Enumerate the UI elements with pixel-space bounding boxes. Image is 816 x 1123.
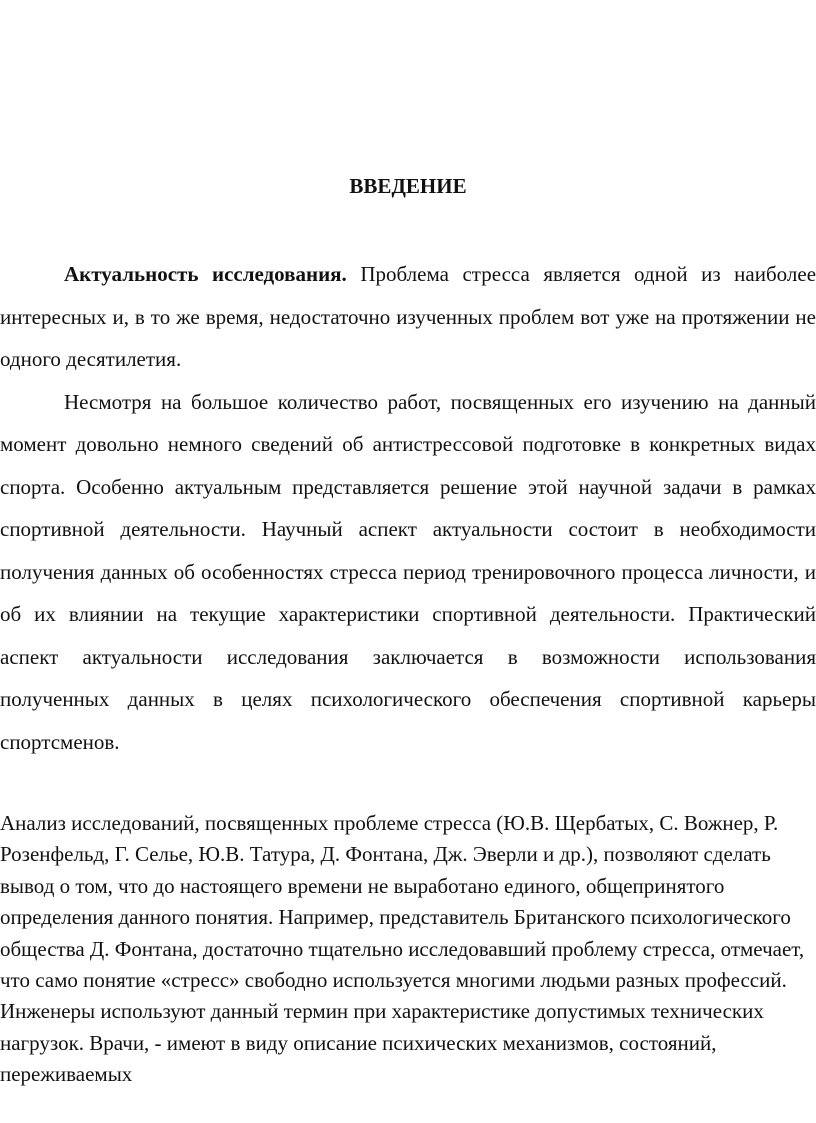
paragraph-relevance	[0, 253, 816, 381]
paragraph-analysis: Анализ исследований, посвященных проблеме стресса (Ю.В. Щербатых, С. Вожнер, Р. Розенфельд, Г. Селье, Ю.В. Татура, Д. Фонтана, Дж. Эверли и др.), позволяют сделать вывод о том, что до настоящего времени не выработано единого, общепринятого определения данного понятия. Например, представитель Британского психологического общества Д. Фонтана, достаточно тщательно исследовавший проблему стресса, отмечает, что само понятие «стресс» свободно используется многими людьми разных профессий. Инженеры используют данный термин при характеристике допустимых технических нагрузок. Врачи, - имеют в виду описание психических механизмов, состояний, переживаемых	[0, 811, 805, 1087]
main-body	[0, 253, 816, 763]
paragraph-sport-stress: Несмотря на большое количество работ, посвященных его изучению на данный момент довольно немного сведений об антистрессовой подготовке в конкретных видах спорта. Особенно актуальным представляется решение этой научной задачи в рамках спортивной деятельности. Научный аспект актуальности состоит в необходимости получения данных об особенностях стресса период тренировочного процесса личности, и об их влиянии на текущие характеристики спортивной деятельности. Практический аспект актуальности исследования заключается в возможности использования полученных данных в целях психологического обеспечения спортивной карьеры спортсменов.	[0, 389, 816, 754]
analysis-section	[0, 808, 816, 1091]
paragraph-lead: Актуальность исследования.	[64, 262, 347, 286]
document-title: ВВЕДЕНИЕ	[349, 174, 467, 198]
paragraph-relevance-text: Проблема стресса является одной из наиболее интересных и, в то же время, недостаточно изученных проблем вот уже на протяжении не одного десятилетия.	[0, 262, 816, 371]
